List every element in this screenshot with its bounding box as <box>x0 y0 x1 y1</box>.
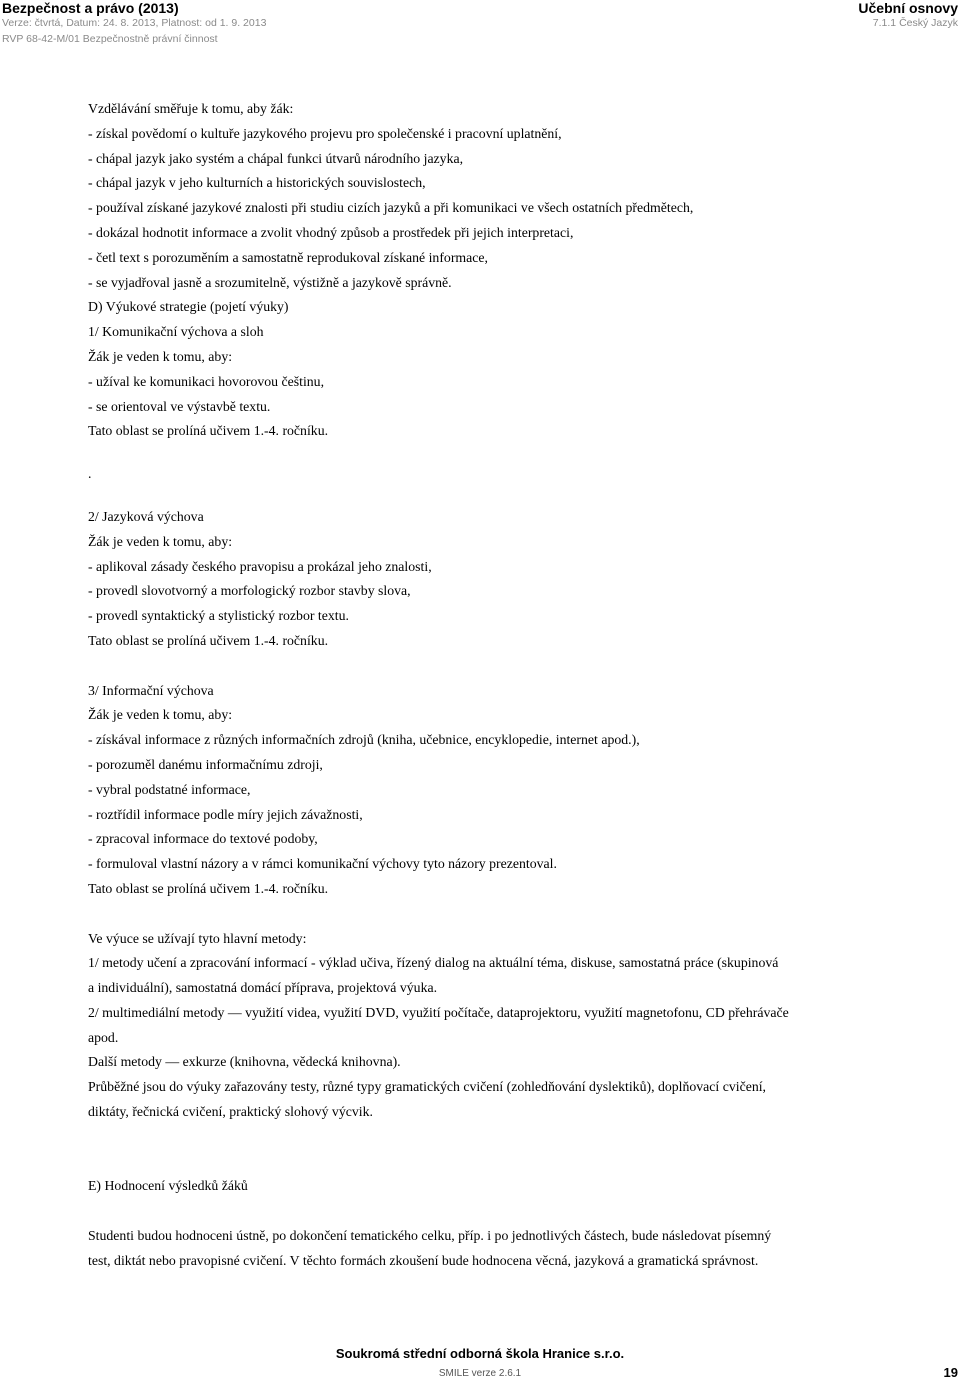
paragraph-line: a individuální), samostatná domácí příprava, projektová výuka. <box>88 980 438 996</box>
list-item: - provedl syntaktický a stylistický rozbor textu. <box>88 608 349 624</box>
paragraph-line: Tato oblast se prolíná učivem 1.-4. ročníku. <box>88 880 329 896</box>
list-item: - formuloval vlastní názory a v rámci komunikační výchovy tyto názory prezentoval. <box>88 856 557 872</box>
list-item: - získával informace z různých informačních zdrojů (kniha, učebnice, encyklopedie, internet apod.), <box>88 732 640 748</box>
paragraph-line: 2/ multimediální metody — využití videa, využití DVD, využití počítače, dataprojektoru, využití magnetofonu, CD přehrávače <box>88 1004 789 1020</box>
page-number: 19 <box>943 1365 958 1380</box>
paragraph-line: Studenti budou hodnoceni ústně, po dokončení tematického celku, příp. i po jednotlivých částech, bude následovat písemný <box>88 1228 772 1244</box>
information-education-block <box>88 679 888 902</box>
list-item: - vybral podstatné informace, <box>88 781 251 797</box>
paragraph-line: Další metody — exkurze (knihovna, vědecká knihovna). <box>88 1054 401 1070</box>
goal-item: - chápal jazyk v jeho kulturních a historických souvislostech, <box>88 175 426 191</box>
goals-block <box>88 97 888 295</box>
paragraph-line: 1/ metody učení a zpracování informací - výklad učiva, řízený dialog na aktuální téma, diskuse, samostatná práce (skupinová <box>88 955 779 971</box>
goal-item: - chápal jazyk jako systém a chápal funkci útvarů národního jazyka, <box>88 150 464 166</box>
paragraph-line: Tato oblast se prolíná učivem 1.-4. ročníku. <box>88 423 329 439</box>
methods-block <box>88 927 888 1125</box>
document-title: Bezpečnost a právo (2013) <box>2 0 179 16</box>
list-item: - se orientoval ve výstavbě textu. <box>88 398 271 414</box>
subject-name: 7.1.1 Český Jazyk <box>872 17 958 29</box>
subsection-heading: 3/ Informační výchova <box>88 682 214 698</box>
goal-item: - používal získané jazykové znalosti při studiu cizích jazyků a při komunikaci ve všech ostatních předmětech, <box>88 200 694 216</box>
page-header <box>0 0 960 50</box>
paragraph-line: Žák je veden k tomu, aby: <box>88 533 233 549</box>
teaching-strategies-block <box>88 295 888 444</box>
paragraph-line: Tato oblast se prolíná učivem 1.-4. ročníku. <box>88 632 329 648</box>
language-education-block <box>88 505 888 654</box>
stray-dot: . <box>88 466 92 482</box>
list-item: - porozuměl danému informačnímu zdroji, <box>88 756 323 772</box>
section-heading: E) Hodnocení výsledků žáků <box>88 1178 248 1194</box>
section-title: Učební osnovy <box>858 0 958 16</box>
subsection-heading: 1/ Komunikační výchova a sloh <box>88 324 264 340</box>
goal-item: - četl text s porozuměním a samostatně reprodukoval získané informace, <box>88 249 488 265</box>
paragraph-line: Průběžné jsou do výuky zařazovány testy, různé typy gramatických cvičení (zohledňování dyslektiků), doplňovací cvičení, <box>88 1079 767 1095</box>
goal-item: - dokázal hodnotit informace a zvolit vhodný způsob a prostředek při jejich interpretaci, <box>88 224 574 240</box>
paragraph-line: Ve výuce se užívají tyto hlavní metody: <box>88 930 307 946</box>
paragraph-line: diktáty, řečnická cvičení, praktický slohový výcvik. <box>88 1104 373 1120</box>
version-info: Verze: čtvrtá, Datum: 24. 8. 2013, Platnost: od 1. 9. 2013 <box>2 17 267 29</box>
paragraph-line: Žák je veden k tomu, aby: <box>88 348 233 364</box>
paragraph-line: test, diktát nebo pravopisné cvičení. V těchto formách zkoušení bude hodnocena věcná, jazyková a gramatická správnost. <box>88 1252 759 1268</box>
goals-intro: Vzdělávání směřuje k tomu, aby žák: <box>88 101 294 116</box>
goal-item: - získal povědomí o kultuře jazykového projevu pro společenské i pracovní uplatnění, <box>88 125 562 141</box>
subsection-heading: 2/ Jazyková výchova <box>88 508 204 524</box>
footer-school-name: Soukromá střední odborná škola Hranice s.r.o. <box>335 1346 625 1361</box>
section-heading: D) Výukové strategie (pojetí výuky) <box>88 299 289 315</box>
evaluation-block <box>88 1224 888 1274</box>
list-item: - provedl slovotvorný a morfologický rozbor stavby slova, <box>88 583 411 599</box>
list-item: - aplikoval zásady českého pravopisu a prokázal jeho znalosti, <box>88 558 432 574</box>
footer-software-version: SMILE verze 2.6.1 <box>438 1368 522 1379</box>
document-body <box>88 97 888 1274</box>
rvp-info: RVP 68-42-M/01 Bezpečnostně právní činnost <box>2 33 218 45</box>
list-item: - zpracoval informace do textové podoby, <box>88 831 318 847</box>
paragraph-line: Žák je veden k tomu, aby: <box>88 707 233 723</box>
goal-item: - se vyjadřoval jasně a srozumitelně, výstižně a jazykově správně. <box>88 274 452 290</box>
list-item: - užíval ke komunikaci hovorovou češtinu, <box>88 373 325 389</box>
list-item: - roztřídil informace podle míry jejich závažnosti, <box>88 806 363 822</box>
paragraph-line: apod. <box>88 1029 119 1045</box>
